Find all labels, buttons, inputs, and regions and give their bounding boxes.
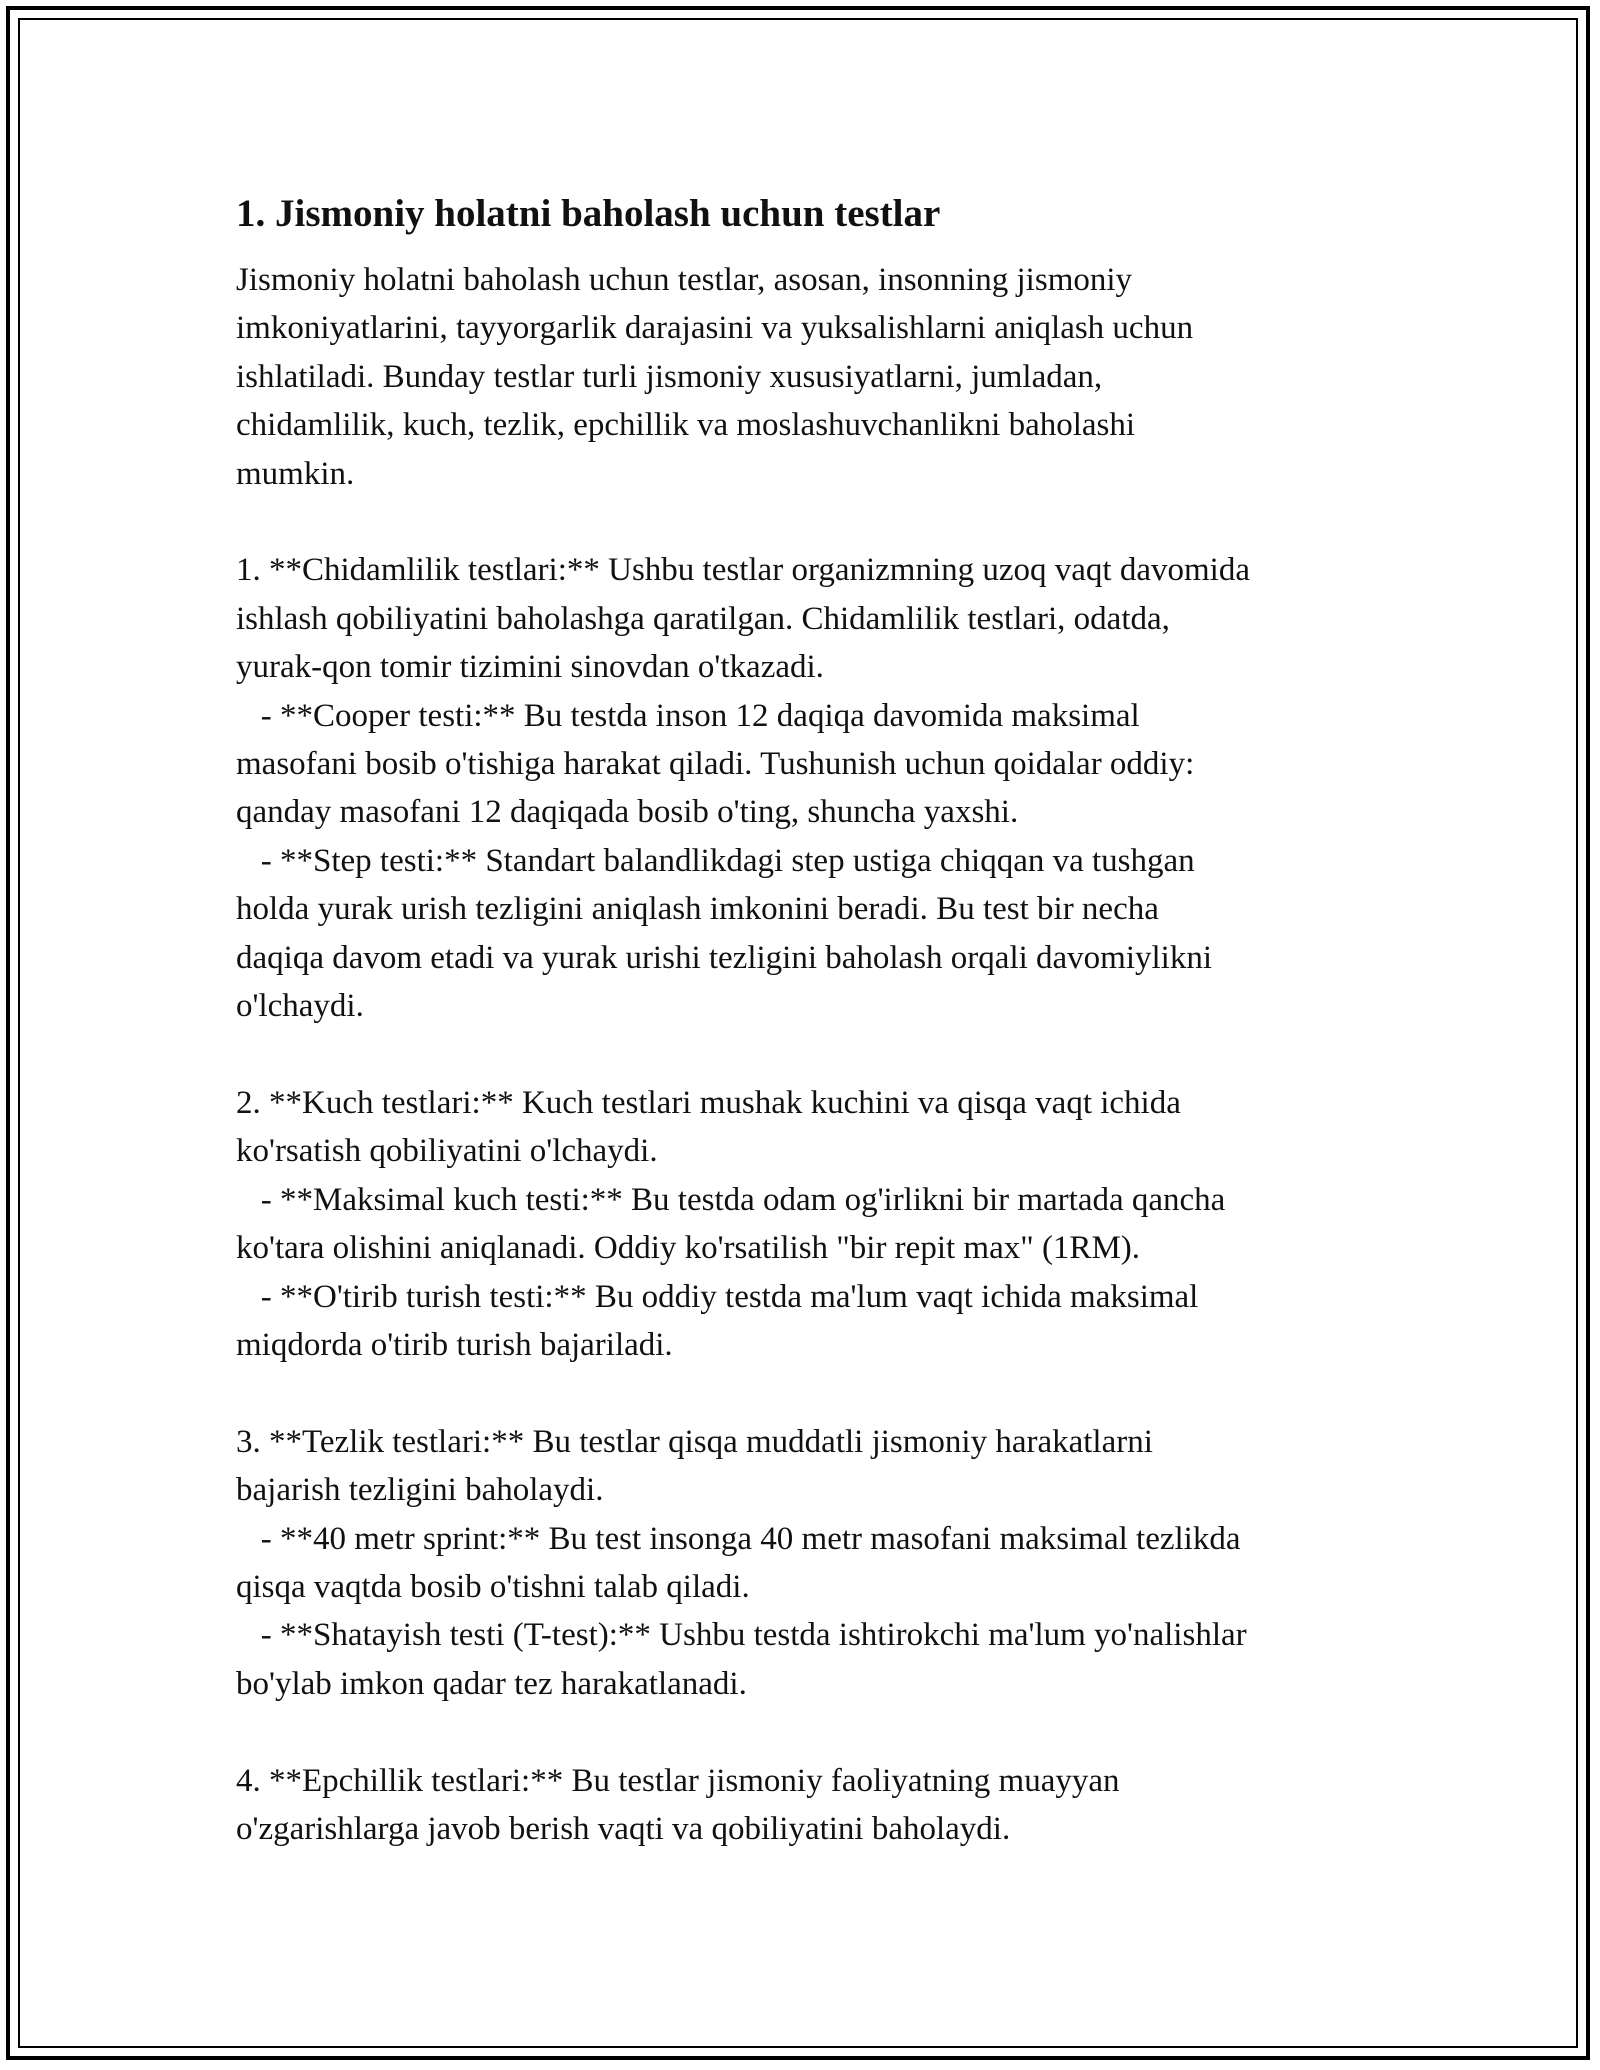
text-line: qanday masofani 12 daqiqada bosib o'ting, shuncha yaxshi.: [236, 794, 1019, 831]
text-line: - **O'tirib turish testi:** Bu oddiy testda ma'lum vaqt ichida maksimal: [236, 1278, 1199, 1315]
text-line: - **Cooper testi:** Bu testda inson 12 daqiqa davomida maksimal: [236, 697, 1140, 734]
text-line: yurak-qon tomir tizimini sinovdan o'tkazadi.: [236, 649, 824, 686]
text-line: mumkin.: [236, 455, 355, 492]
text-line: 1. **Chidamlilik testlari:** Ushbu testlar organizmning uzoq vaqt davomida: [236, 552, 1250, 589]
text-line: ko'tara olishini aniqlanadi. Oddiy ko'rsatilish "bir repit max" (1RM).: [236, 1230, 1141, 1267]
text-line: 4. **Epchillik testlari:** Bu testlar jismoniy faoliyatning muayyan: [236, 1762, 1120, 1799]
paragraph-endurance-tests: [236, 546, 1396, 1030]
text-line: - **Shatayish testi (T-test):** Ushbu testda ishtirokchi ma'lum yo'nalishlar: [236, 1617, 1247, 1654]
paragraph-speed-tests: [236, 1418, 1396, 1708]
text-line: holda yurak urish tezligini aniqlash imkonini beradi. Bu test bir necha: [236, 891, 1159, 928]
text-line: bo'ylab imkon qadar tez harakatlanadi.: [236, 1665, 747, 1702]
paragraph-intro: [236, 256, 1396, 498]
text-line: 3. **Tezlik testlari:** Bu testlar qisqa muddatli jismoniy harakatlarni: [236, 1423, 1153, 1460]
text-line: daqiqa davom etadi va yurak urishi tezligini baholash orqali davomiylikni: [236, 939, 1213, 976]
text-line: chidamlilik, kuch, tezlik, epchillik va moslashuvchanlikni baholashi: [236, 407, 1136, 444]
document-heading: 1. Jismoniy holatni baholash uchun testlar: [236, 192, 941, 235]
text-line: o'zgarishlarga javob berish vaqti va qobiliyatini baholaydi.: [236, 1810, 1011, 1847]
text-line: 2. **Kuch testlari:** Kuch testlari mushak kuchini va qisqa vaqt ichida: [236, 1084, 1181, 1121]
text-line: ishlatiladi. Bunday testlar turli jismoniy xususiyatlarni, jumladan,: [236, 358, 1103, 395]
text-line: imkoniyatlarini, tayyorgarlik darajasini va yuksalishlarni aniqlash uchun: [236, 310, 1194, 347]
paragraph-agility-tests: [236, 1757, 1396, 1854]
text-line: Jismoniy holatni baholash uchun testlar, asosan, insonning jismoniy: [236, 262, 1133, 298]
text-line: - **Maksimal kuch testi:** Bu testda odam og'irlikni bir martada qancha: [236, 1181, 1226, 1218]
document-content: [236, 188, 1396, 1902]
text-line: - **40 metr sprint:** Bu test insonga 40 metr masofani maksimal tezlikda: [236, 1520, 1241, 1557]
text-line: qisqa vaqtda bosib o'tishni talab qiladi.: [236, 1568, 750, 1605]
text-line: ishlash qobiliyatini baholashga qaratilgan. Chidamlilik testlari, odatda,: [236, 600, 1170, 637]
text-line: o'lchaydi.: [236, 988, 364, 1025]
text-line: ko'rsatish qobiliyatini o'lchaydi.: [236, 1133, 658, 1170]
paragraph-strength-tests: [236, 1079, 1396, 1369]
text-line: miqdorda o'tirib turish bajariladi.: [236, 1326, 673, 1363]
text-line: bajarish tezligini baholaydi.: [236, 1472, 604, 1509]
text-line: - **Step testi:** Standart balandlikdagi step ustiga chiqqan va tushgan: [236, 842, 1195, 879]
text-line: masofani bosib o'tishiga harakat qiladi. Tushunish uchun qoidalar oddiy:: [236, 746, 1195, 783]
